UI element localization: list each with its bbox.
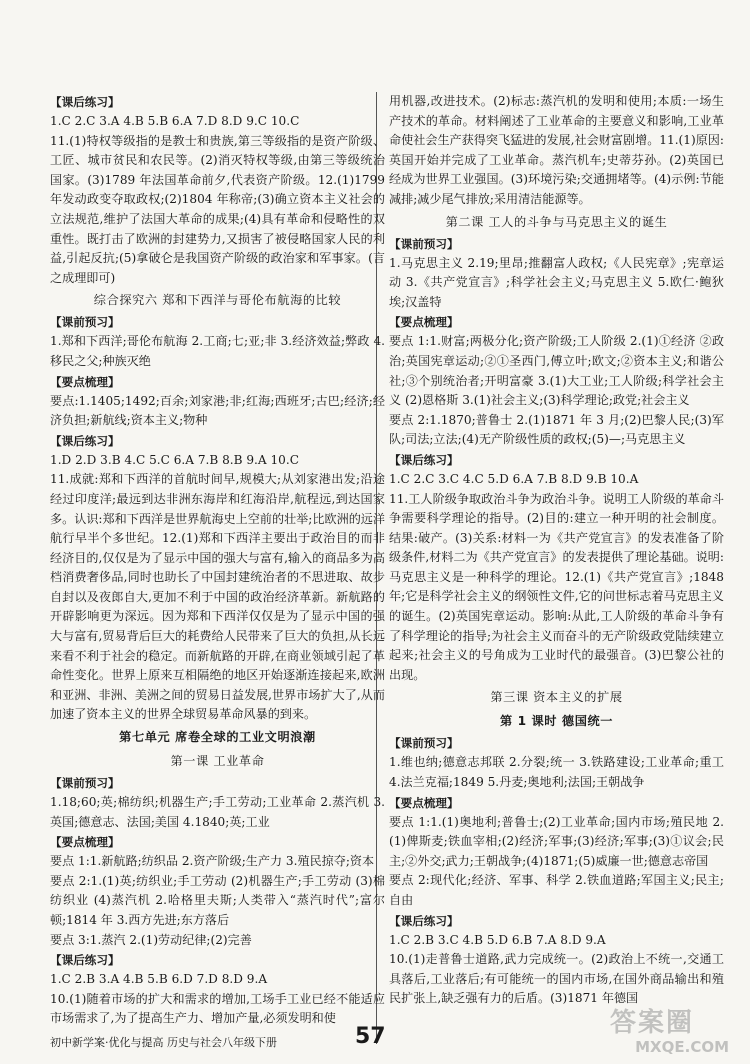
answer-paragraph: 要点 2:现代化;经济、军事、科学 2.铁血道路;军国主义;民主;自由 <box>389 873 724 907</box>
answer-paragraph: 1.18;60;英;棉纺织;机器生产;手工劳动;工业革命 2.蒸汽机 3.英国;德意志、法国;美国 4.1840;英;工业 <box>50 795 385 829</box>
answer-paragraph: 1.郑和下西洋;哥伦布航海 2.工商;七;亚;非 3.经济效益;弊政 4.移民之父;种族灭绝 <box>50 334 385 368</box>
answer-paragraph: 要点 2:1.(1)英;纺织业;手工劳动 (2)机器生产;手工劳动 (3)棉纺织业 (4)蒸汽机 2.哈格里夫斯;人类带入“蒸汽时代”;富尔顿;1814 年 3.西方先进;东方落后 <box>50 873 385 927</box>
answer-paragraph: 用机器,改进技术。(2)标志:蒸汽机的发明和使用;本质:一场生产技术的革命。材料阐述了工业革命的主要意义和影响,工业革命使社会生产获得突飞猛进的发展,社会财富剧增。11.(1)原因:英国开始并完成了工业革命。蒸汽机车;史蒂芬孙。(2)英国已经成为世界工业强国。(3)环境污染;交通拥堵等。(4)示例:节能减排;减少尾气排放;采用清洁能源等。 <box>389 94 724 206</box>
section-heading: 【要点梳理】 <box>389 795 459 810</box>
watermark-text: 答案圈 <box>610 1008 695 1038</box>
section-heading: 【课前预习】 <box>389 236 459 251</box>
answer-paragraph: 1.维也纳;德意志邦联 2.分裂;统一 3.铁路建设;工业革命;重工 4.法兰克福;1849 5.丹麦;奥地利;法国;王朝战争 <box>389 755 724 790</box>
right-column <box>389 92 724 1009</box>
answer-paragraph: 11.(1)特权等级指的是教士和贵族,第三等级指的是资产阶级、工匠、城市贫民和农民等。(2)消灭特权等级,由第三等级统治国家。(3)1789 年法国革命前夕,代表资产阶级。12.(1)1799 年发动政变夺取政权;(2)1804 年称帝;(3)确立资本主义社会的立法规范,维护了法国大革命的成果;(4)具有革命和侵略性的双重性。既打击了欧洲的封建势力,又损害了被侵略国家人民的利益,引起反抗;(5)拿破仑是我国资产阶级的政治家和军事家。(言之成理即可) <box>50 133 385 285</box>
answer-paragraph: 11.工人阶级争取政治斗争为政治斗争。说明工人阶级的革命斗争需要科学理论的指导。(2)目的:建立一种开明的社会制度。结果:破产。(3)关系:材料一为《共产党宣言》的发表准备了阶级条件,材料二为《共产党宣言》的发表提供了理论基础。说明:马克思主义是一种科学的理论。12.(1)《共产党宣言》;1848 年;它是科学社会主义的纲领性文件,它的问世标志着马克思主义的诞生。(2)英国宪章运动。影响:从此,工人阶级的革命斗争有了科学理论的指导;为社会主义而奋斗的无产阶级政党陆续建立起来;社会主义的号角成为工业时代的最强音。(3)巴黎公社的出现。 <box>389 491 724 682</box>
answer-line: 1.C 2.B 3.C 4.B 5.D 6.B 7.A 8.D 9.A <box>389 932 606 947</box>
left-column <box>50 92 385 1029</box>
section-heading: 【课后练习】 <box>389 452 459 467</box>
answer-paragraph: 要点 2:1.1870;普鲁士 2.(1)1871 年 3 月;(2)巴黎人民;(3)军队;司法;立法;(4)无产阶级性质的政权;(5)—;马克思主义 <box>389 412 724 447</box>
answer-line: 1.C 2.C 3.A 4.B 5.B 6.A 7.D 8.D 9.C 10.C <box>50 114 300 128</box>
section-heading: 【课后练习】 <box>50 953 120 968</box>
section-heading: 【课前预习】 <box>50 776 120 791</box>
book-title-footer: 初中新学案·优化与提高 历史与社会八年级下册 <box>50 1036 277 1049</box>
answer-paragraph: 要点:1.1405;1492;百余;刘家港;非;红海;西班牙;古巴;经济;经济负担;新航线;资本主义;物种 <box>50 393 385 428</box>
page-number: 57 <box>355 1024 386 1049</box>
answer-paragraph: 11.成就:郑和下西洋的首航时间早,规模大;从刘家港出发;沿途经过印度洋;最远到达非洲东海岸和红海沿岸,航程远,到达国家多。认识:郑和下西洋是世界航海史上空前的壮举;比欧洲的远洋航行早半个多世纪。12.(1)郑和下西洋主要出于政治目的而非经济目的,仅仅是为了显示中国的强大与富有,输入的商品多为高档消费奢侈品,同时也助长了中国封建统治者的不思进取、故步自封以及夜郎自大,更加不利于中国的政治经济革新。新航路的开辟影响更为深远。因为郑和下西洋仅仅是为了显示中国的强大与富有,贸易背后巨大的耗费给人民带来了巨大的负担,从长远来看不利于社会的稳定。而新航路的开辟,在商业领域引起了革命性变化。世界上原来互相隔绝的地区开始逐渐连接起来,欧洲和亚洲、非洲、美洲之间的贸易日益发展,世界市场扩大了,从而加速了资本主义的世界全球贸易革命风暴的到来。 <box>50 472 385 722</box>
answer-paragraph: 10.(1)随着市场的扩大和需求的增加,工场手工业已经不能适应市场需求了,为了提高生产力、增加产量,必须发明和使 <box>50 991 385 1026</box>
answer-paragraph: 要点 1:1.(1)奥地利;普鲁士;(2)工业革命;国内市场;殖民地 2.(1)俾斯麦;铁血宰相;(2)经济;军事;(3)经济;军事;(3)①议会;民主;②外交;武力;王朝战争;(4)1871;(5)威廉一世;德意志帝国 <box>389 814 724 868</box>
section-heading: 【要点梳理】 <box>50 374 120 389</box>
lesson-title: 第三课 资本主义的扩展 <box>490 690 623 705</box>
section-heading: 【课后练习】 <box>389 913 459 928</box>
section-heading: 【要点梳理】 <box>389 315 459 330</box>
watermark-url: MXQE.COM <box>635 1038 729 1056</box>
answer-line: 1.D 2.D 3.B 4.C 5.C 6.A 7.B 8.B 9.A 10.C <box>50 452 299 467</box>
unit-title: 第七单元 席卷全球的工业文明浪潮 <box>119 730 316 745</box>
section-heading: 【课前预习】 <box>389 736 459 751</box>
lesson-title: 综合探究六 郑和下西洋与哥伦布航海的比较 <box>93 293 342 308</box>
answer-line: 1.C 2.C 3.C 4.C 5.D 6.A 7.B 8.D 9.B 10.A <box>389 471 639 486</box>
answer-paragraph: 1.马克思主义 2.19;里昂;推翻富人政权;《人民宪章》;宪章运动 3.《共产党宣言》;科学社会主义;马克思主义 5.欧仁·鲍狄埃;汉盖特 <box>389 255 724 309</box>
section-heading: 【课后练习】 <box>50 433 120 448</box>
answer-line: 1.C 2.B 3.A 4.B 5.B 6.D 7.D 8.D 9.A <box>50 972 268 987</box>
section-heading: 【课后练习】 <box>50 95 120 109</box>
section-heading: 【要点梳理】 <box>50 835 120 850</box>
lesson-title: 第一课 工业革命 <box>170 754 265 769</box>
answer-paragraph: 要点 1:1.财富;两极分化;资产阶级;工人阶级 2.(1)①经济 ②政治;英国宪章运动;②①圣西门,傅立叶;欧文;②资本主义;和谐公社;③个别统治者;开明富豪 3.(1)大工业;工人阶级;科学社会主义 (2)恩格斯 3.(1)社会主义;(3)科学理论;政党;社会主义 <box>389 334 724 408</box>
watermark-logo <box>610 1008 735 1060</box>
answer-paragraph: 要点 1:1.新航路;纺织品 2.资产阶级;生产力 3.殖民掠夺;资本 <box>50 854 375 869</box>
answer-paragraph: 10.(1)走普鲁士道路,武力完成统一。(2)政治上不统一,交通工具落后,工业落后;有可能统一的国内市场,在国外商品输出和殖民扩张上,缺乏强有力的后盾。(3)1871 年德国 <box>389 952 724 1006</box>
section-heading: 【课前预习】 <box>50 315 120 330</box>
lesson-subtitle: 第 1 课时 德国统一 <box>499 714 614 729</box>
answer-paragraph: 要点 3:1.蒸汽 2.(1)劳动纪律;(2)完善 <box>50 932 252 947</box>
lesson-title: 第二课 工人的斗争与马克思主义的诞生 <box>445 214 668 229</box>
